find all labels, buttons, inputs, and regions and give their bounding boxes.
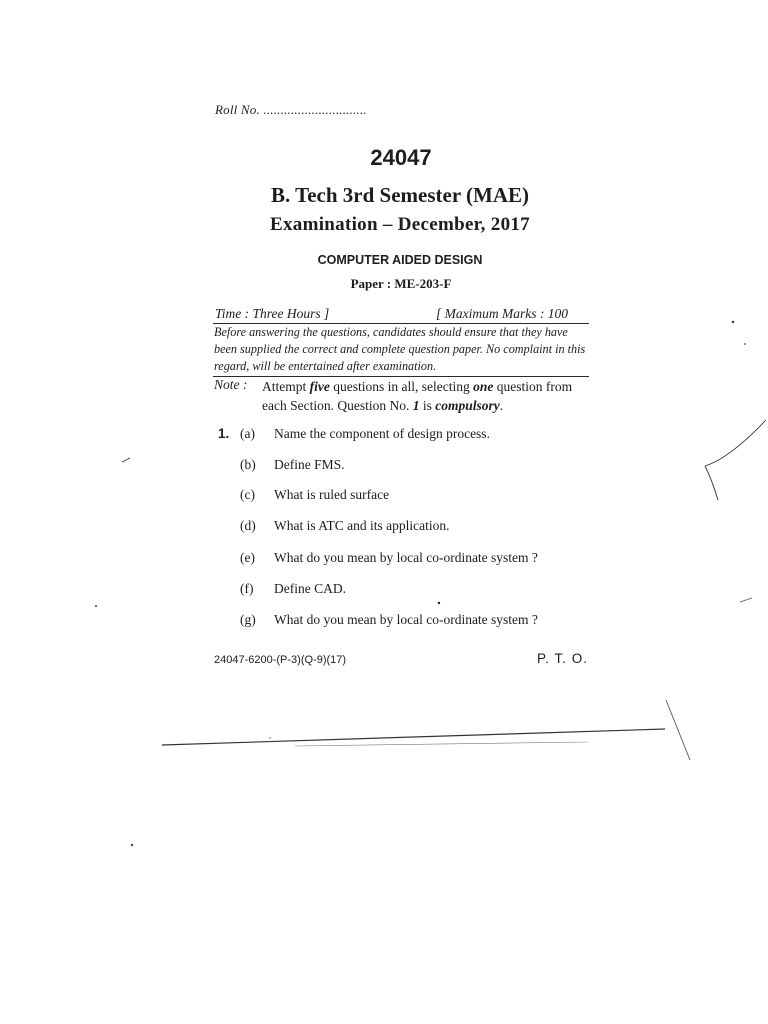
part-label: (b) <box>240 457 256 472</box>
part-text: What is ruled surface <box>274 487 390 502</box>
part-label: (g) <box>240 612 256 627</box>
footer-code: 24047-6200-(P-3)(Q-9)(17) <box>214 654 347 666</box>
part-text: What do you mean by local co-ordinate system ? <box>274 612 538 627</box>
maximum-marks: [ Maximum Marks : 100 <box>436 306 568 321</box>
part-text: Define CAD. <box>274 581 346 596</box>
part-label: (f) <box>240 581 254 596</box>
question-number: 1. <box>218 426 230 441</box>
note-five: five <box>309 379 330 394</box>
part-text: What do you mean by local co-ordinate system ? <box>274 550 538 565</box>
part-label: (a) <box>240 426 255 441</box>
note-one: one <box>473 379 494 394</box>
note-compulsory: compulsory <box>435 398 500 413</box>
course-title: B. Tech 3rd Semester (MAE) <box>271 183 529 207</box>
paper-number: Paper : ME-203-F <box>350 276 452 291</box>
note-text: Attempt five questions in all, selecting one question from each Section. Question No. 1 is compulsory. <box>262 379 573 413</box>
instructions-text: Before answering the questions, candidates should ensure that they have been supplied the correct and complete question paper. No complaint in this regard, will be entertained after examination. <box>214 325 586 373</box>
subject-title: COMPUTER AIDED DESIGN <box>317 253 483 267</box>
part-label: (c) <box>240 487 255 502</box>
part-text: What is ATC and its application. <box>274 518 450 533</box>
exam-title: Examination – December, 2017 <box>270 214 530 235</box>
note-label: Note : <box>214 377 248 392</box>
time-allowed: Time : Three Hours ] <box>215 306 330 321</box>
part-label: (e) <box>240 550 255 565</box>
please-turn-over: P. T. O. <box>537 651 589 666</box>
part-text: Name the component of design process. <box>274 426 490 441</box>
paper-code: 24047 <box>370 145 432 170</box>
note-question-number: 1 <box>412 398 420 413</box>
part-label: (d) <box>240 518 256 533</box>
roll-number-line: Roll No. .............................. <box>215 102 367 117</box>
part-text: Define FMS. <box>274 457 345 472</box>
